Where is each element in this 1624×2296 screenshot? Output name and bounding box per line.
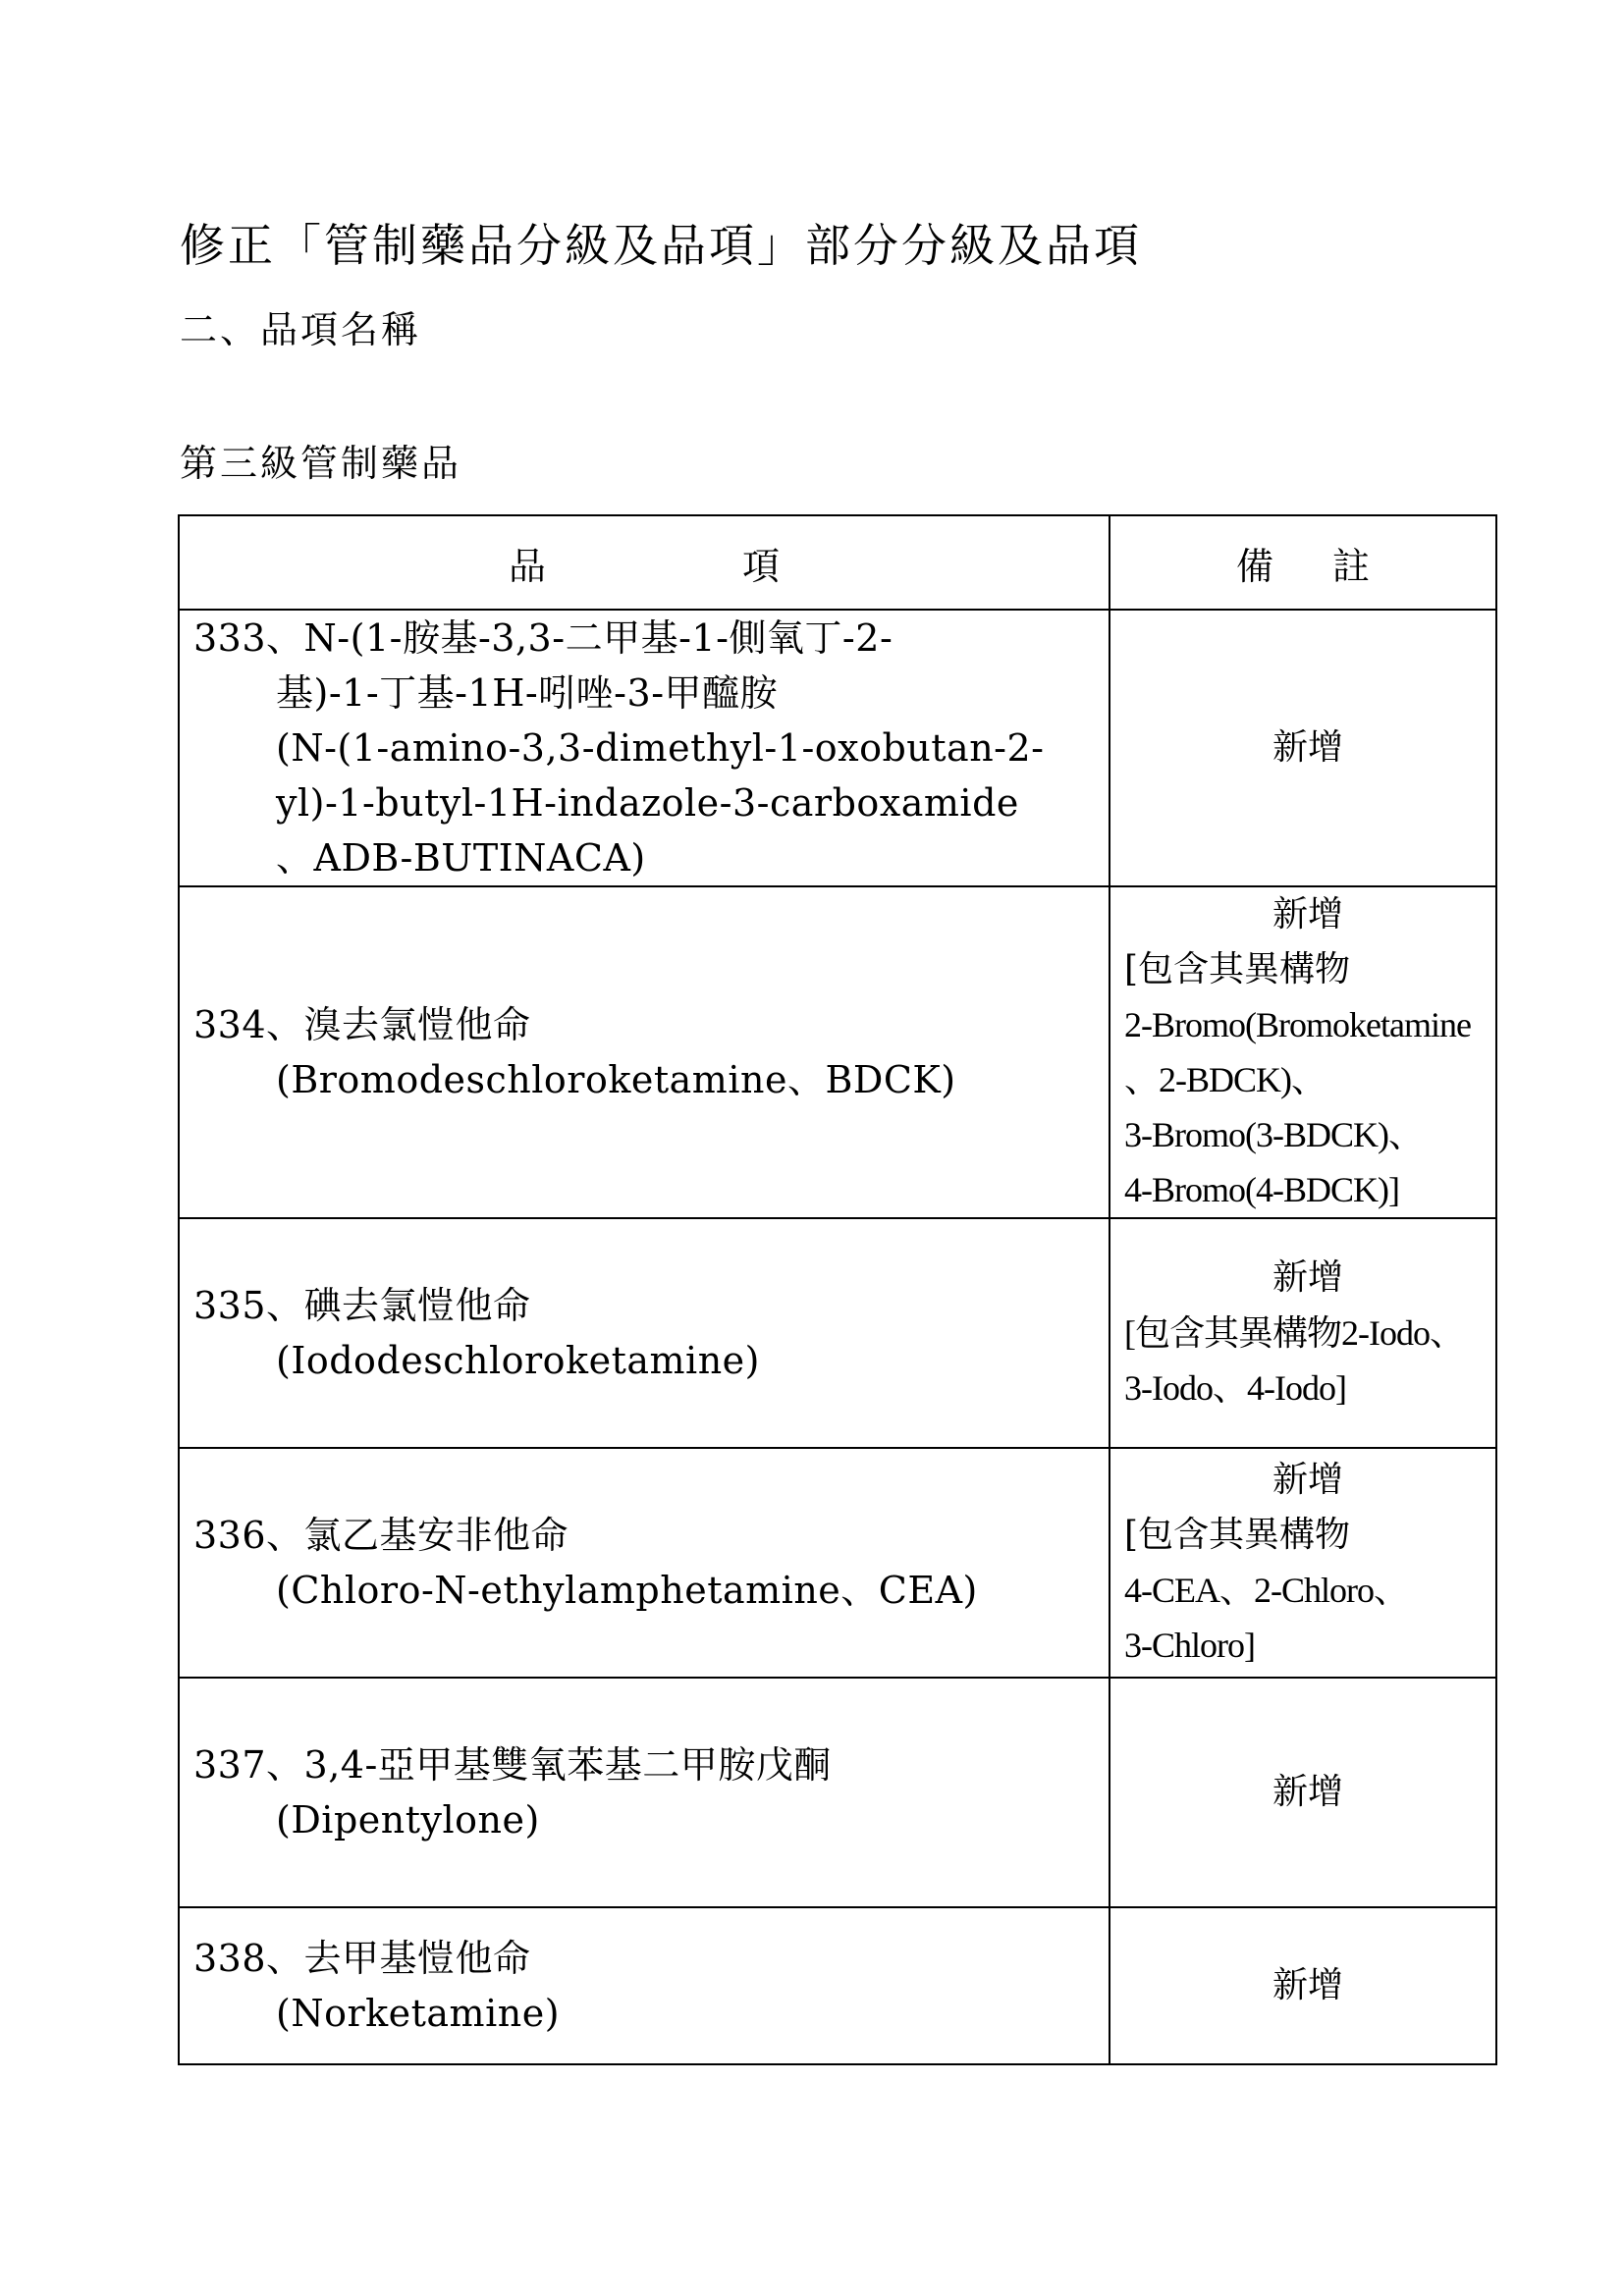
note-cell [1110, 1907, 1496, 2064]
item-cell [179, 610, 1110, 886]
item-line: 334、溴去氯愷他命 [193, 1003, 531, 1046]
item-cell [179, 1218, 1110, 1448]
note-cell [1110, 1448, 1496, 1678]
note-line: 4-CEA、2-Chloro、 [1124, 1571, 1408, 1610]
table-row [179, 1218, 1496, 1448]
note-line: [包含其異構物 [1124, 1515, 1351, 1555]
header-item-cell [179, 515, 1110, 610]
item-line: (Chloro-N-ethylamphetamine、CEA) [276, 1569, 978, 1612]
note-line: 4-Bromo(4-BDCK)] [1124, 1170, 1399, 1209]
table-row [179, 1448, 1496, 1678]
note-line: [包含其異構物2-Iodo、 [1124, 1313, 1464, 1353]
note-line: 新增 [1272, 894, 1343, 934]
item-line: 、ADB-BUTINACA) [276, 836, 646, 880]
note-line: 新增 [1272, 1772, 1343, 1812]
note-line: 3-Bromo(3-BDCK)、 [1124, 1115, 1423, 1154]
note-cell [1110, 610, 1496, 886]
note-cell [1110, 1678, 1496, 1907]
header-item-char-2: 項 [742, 544, 781, 588]
item-line: 335、碘去氯愷他命 [193, 1284, 531, 1327]
table-row [179, 1678, 1496, 1907]
section-heading: 二、品項名稱 [180, 308, 422, 351]
note-line: 3-Chloro] [1124, 1626, 1255, 1665]
item-cell [179, 1678, 1110, 1907]
item-line: (Dipentylone) [276, 1798, 540, 1842]
note-cell [1110, 886, 1496, 1218]
note-line: 2-Bromo(Bromoketamine [1124, 1005, 1471, 1044]
note-line: 新增 [1272, 1965, 1343, 2005]
item-line: (Bromodeschloroketamine、BDCK) [276, 1058, 956, 1101]
note-line: 新增 [1272, 1257, 1343, 1298]
item-line: 333、N-(1-胺基-3,3-二甲基-1-側氧丁-2- [193, 616, 893, 660]
table-row [179, 610, 1496, 886]
item-line: (Iododeschloroketamine) [276, 1339, 760, 1382]
item-line: (Norketamine) [276, 1992, 561, 2035]
item-line: 336、氯乙基安非他命 [193, 1514, 569, 1557]
header-note-cell [1110, 515, 1496, 610]
item-line: 338、去甲基愷他命 [193, 1937, 531, 1980]
header-note-char-2: 註 [1332, 544, 1371, 588]
note-line: 3-Iodo、4-Iodo] [1124, 1368, 1346, 1408]
header-item-char-1: 品 [508, 544, 546, 588]
note-cell [1110, 1218, 1496, 1448]
note-line: 新增 [1272, 727, 1343, 768]
table-row [179, 886, 1496, 1218]
table-header-row [179, 515, 1496, 610]
item-cell [179, 1448, 1110, 1678]
item-cell [179, 886, 1110, 1218]
note-line: 、2-BDCK)、 [1124, 1060, 1326, 1099]
item-cell [179, 1907, 1110, 2064]
drug-schedule-table [178, 514, 1497, 2065]
page-title: 修正「管制藥品分級及品項」部分分級及品項 [180, 219, 1142, 272]
item-line: 基)-1-丁基-1H-吲唑-3-甲醯胺 [276, 671, 779, 715]
table-row [179, 1907, 1496, 2064]
note-line: 新增 [1272, 1460, 1343, 1500]
item-line: 337、3,4-亞甲基雙氧苯基二甲胺戊酮 [193, 1743, 832, 1787]
category-heading: 第三級管制藥品 [180, 442, 462, 485]
note-line: [包含其異構物 [1124, 949, 1351, 989]
item-line: (N-(1-amino-3,3-dimethyl-1-oxobutan-2- [276, 726, 1045, 770]
item-line: yl)-1-butyl-1H-indazole-3-carboxamide [276, 781, 1019, 825]
header-note-char-1: 備 [1235, 544, 1273, 588]
